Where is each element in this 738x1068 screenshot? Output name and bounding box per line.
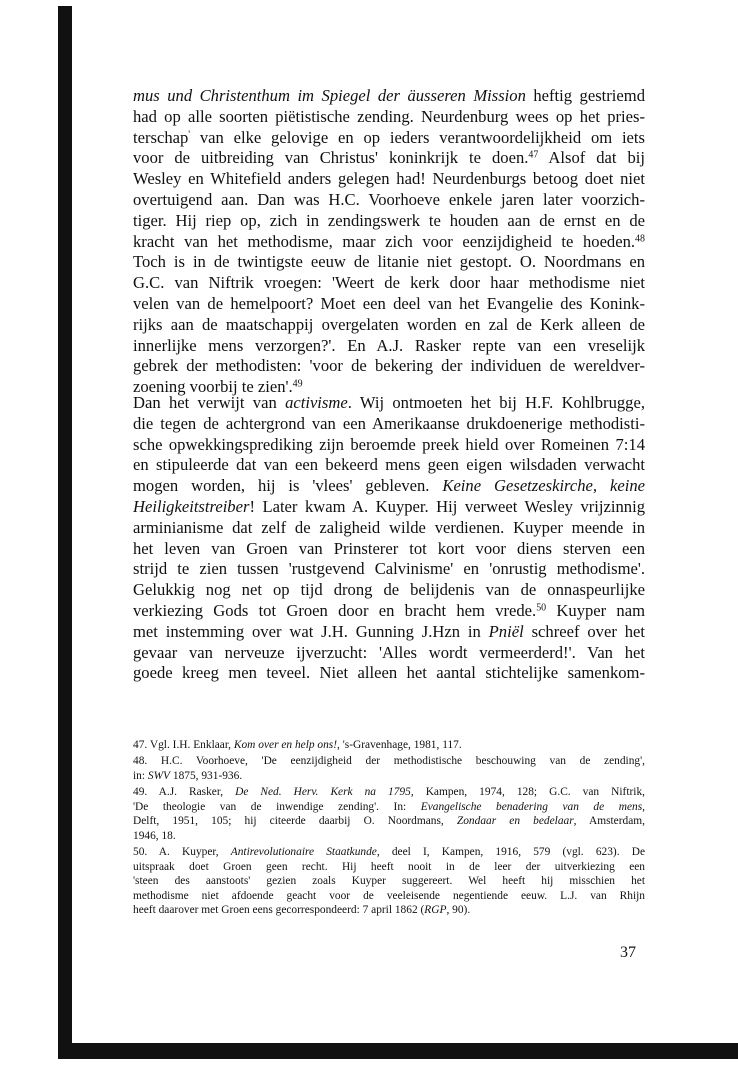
paragraph-activism	[133, 393, 645, 684]
scan-border-bottom	[58, 1043, 738, 1059]
paragraph-methodism-critique	[133, 86, 645, 398]
italic-text: Kom over en help ons!	[233, 739, 338, 751]
text-run: goede kreeg men teveel. Niet alleen het aantal stichtelijke samenkom-	[133, 663, 645, 683]
text-run: , Amsterdam,	[573, 815, 645, 828]
text-run: . Wij ontmoeten het bij H.F. Kohlbrugge,	[347, 393, 645, 412]
text-run: innerlijke mens verzorgen?'. En A.J. Rasker repte van een vreselijk	[133, 335, 645, 355]
text-line	[133, 829, 645, 844]
text-line	[133, 663, 645, 684]
text-run: heftig gestriemd	[525, 86, 645, 105]
text-line	[133, 754, 645, 769]
text-run: Dan het verwijt van	[133, 393, 286, 412]
text-run: ,	[642, 800, 645, 813]
italic-text: RGP	[424, 904, 447, 917]
text-line	[133, 273, 645, 294]
footnote-ref: 49	[292, 378, 303, 390]
italic-text: Zondaar en bedelaar	[456, 815, 574, 828]
italic-text: Keine Gesetzeskirche, keine	[442, 476, 645, 496]
text-line	[133, 559, 645, 580]
text-line	[133, 497, 645, 518]
text-line	[133, 874, 645, 889]
italic-text: De Ned. Herv. Kerk na 1795	[235, 785, 411, 798]
text-run: kracht van het methodisme, maar zich voor eenzijdigheid te hoeden.	[133, 231, 636, 251]
text-line	[133, 232, 645, 253]
text-run: had op alle soorten piëtistische zending. Neurdenburg wees op het pries-	[133, 106, 645, 126]
text-line	[133, 769, 645, 784]
text-run: 1875, 931-936.	[170, 769, 243, 782]
text-line	[133, 356, 645, 377]
text-line	[133, 169, 645, 190]
text-line	[133, 315, 645, 336]
text-run: 50. A. Kuyper,	[133, 845, 231, 858]
italic-text: activisme	[285, 393, 348, 412]
text-line	[133, 785, 645, 800]
text-run: tiger. Hij riep op, zich in zendingswerk te houden aan de ernst en de	[133, 210, 645, 230]
text-run: Gelukkig nog net op tijd drong de belijdenis van de onnaspeurlijke	[133, 580, 645, 600]
italic-text: Antirevolutionaire Staatkunde	[230, 845, 377, 858]
footnote-ref: 47	[528, 149, 539, 161]
footnotes	[133, 738, 645, 918]
text-run: Wesley en Whitefield anders gelegen had! Neurdenburgs betoog doet niet	[133, 169, 645, 189]
text-line	[133, 336, 645, 357]
footnote-ref: 50	[536, 602, 547, 614]
text-run: verkiezing Gods tot Groen door en bracht hem vrede.	[133, 600, 537, 620]
text-run: 1946, 18.	[133, 829, 176, 842]
text-line	[133, 86, 645, 107]
text-run: , 90).	[446, 904, 471, 917]
text-run: zoening voorbij te zien'.	[133, 377, 293, 397]
text-run: gebrek der methodisten: 'voor de bekering der individuen de wereldver-	[133, 356, 645, 376]
footnote-ref: 48	[635, 233, 645, 245]
text-run: sche opwekkingsprediking zijn beroemde preek hield over Romeinen 7:14	[133, 434, 645, 454]
text-line	[133, 414, 645, 435]
text-line	[133, 738, 645, 753]
text-line	[133, 107, 645, 128]
text-run: 48. H.C. Voorhoeve, 'De eenzijdigheid der methodistische beschouwing van de zending',	[133, 755, 645, 768]
italic-text: Pniël	[488, 621, 524, 641]
text-line	[133, 294, 645, 315]
italic-text: Heiligkeitstreiber	[133, 496, 250, 516]
text-run: velen van de hemelpoort? Moet een deel van het Evangelie des Konink-	[133, 293, 645, 313]
text-run: van elke gelovige en op ieders verantwoordelijkheid om iets	[190, 127, 645, 147]
text-run: heeft daarover met Groen eens gecorrespondeerd: 7 april 1862 (	[133, 904, 425, 917]
text-run: uitspraak doet Groen geen recht. Hij heeft nooit in de leer der uitverkiezing een	[133, 860, 645, 873]
text-run: met instemming over wat J.H. Gunning J.Hzn in	[133, 621, 489, 641]
text-run: 47. Vgl. I.H. Enklaar,	[133, 739, 234, 751]
text-line	[133, 539, 645, 560]
footnote	[133, 738, 645, 753]
text-line	[133, 190, 645, 211]
text-run: 'steen des aanstoots' gezien zoals Kuyper suggereert. Wel heeft hij misschien het	[133, 875, 645, 888]
text-run: , 's-Gravenhage, 1981, 117.	[337, 739, 462, 751]
page-number: 37	[620, 944, 636, 961]
text-line	[133, 903, 645, 918]
text-line	[133, 393, 645, 414]
text-run: Kuyper nam	[546, 600, 645, 620]
text-run: in:	[133, 769, 148, 782]
italic-text: SWV	[147, 769, 171, 782]
text-run: Delft, 1951, 105; hij citeerde daarbij O. Noordmans,	[133, 815, 457, 828]
text-run: die tegen de achtergrond van een Amerikaanse drukdoenerige methodisti-	[133, 413, 645, 433]
footnote	[133, 785, 645, 843]
text-run: Toch is in de twintigste eeuw de litanie niet gestopt. O. Noordmans en	[133, 252, 645, 272]
text-run: arminianisme dat zelf de zaligheid wilde verdienen. Kuyper meende in	[133, 517, 645, 537]
text-line	[133, 622, 645, 643]
text-line	[133, 128, 645, 149]
text-run: ! Later kwam A. Kuyper. Hij verweet Wesley vrijzinnig	[249, 496, 645, 516]
text-run: , deel I, Kampen, 1916, 579 (vgl. 623). De	[376, 845, 645, 858]
text-line	[133, 211, 645, 232]
text-line	[133, 601, 645, 622]
text-run: G.C. van Niftrik vroegen: 'Weert de kerk door haar methodisme niet	[133, 273, 645, 293]
text-line	[133, 860, 645, 875]
text-line	[133, 252, 645, 273]
text-line	[133, 800, 645, 815]
text-run: rijks aan de maatschappij overgelaten worden en zal de Kerk alleen de	[133, 314, 645, 334]
text-line	[133, 476, 645, 497]
text-line	[133, 889, 645, 904]
text-line	[133, 435, 645, 456]
text-run: mogen worden, hij is 'vlees' gebleven.	[133, 476, 443, 496]
footnote	[133, 845, 645, 918]
text-run: Alsof dat bij	[538, 148, 645, 168]
text-run: overtuigend aan. Dan was H.C. Voorhoeve enkele jaren later voorzich-	[133, 189, 645, 209]
text-run: 'De theologie van de inwendige zending'. In:	[133, 800, 421, 813]
text-run: , Kampen, 1974, 128; G.C. van Niftrik,	[410, 785, 645, 798]
text-line	[133, 455, 645, 476]
text-run: gevaar van nerveuze ijverzucht: 'Alles wordt vermeerderd!'. Van het	[133, 642, 645, 662]
italic-text: Evangelische benadering van de mens	[420, 800, 643, 813]
scan-border-left	[58, 6, 72, 1051]
footnote	[133, 754, 645, 783]
text-run: het leven van Groen van Prinsterer tot kort voor diens sterven een	[133, 538, 645, 558]
text-run: terschap	[133, 127, 189, 147]
text-run: 49. A.J. Rasker,	[133, 785, 236, 798]
text-line	[133, 580, 645, 601]
text-line	[133, 845, 645, 860]
text-line	[133, 814, 645, 829]
text-line	[133, 518, 645, 539]
text-line	[133, 148, 645, 169]
text-run: en stipuleerde dat van een bekeerd mens geen eigen wilsdaden verwacht	[133, 455, 645, 475]
text-run: voor de uitbreiding van Christus' koninkrijk te doen.	[133, 148, 529, 168]
text-run: strijd te zien tussen 'rustgevend Calvinisme' en 'onrustig methodisme'.	[133, 559, 645, 579]
text-run: schreef over het	[523, 621, 645, 641]
italic-text: mus und Christenthum im Spiegel der äusseren Mission	[133, 86, 526, 105]
text-line	[133, 643, 645, 664]
text-run: methodisme niet afdoende geacht voor de veeleisende negentiende eeuw. L.J. van Rhijn	[133, 889, 645, 902]
footnote-ref: '	[188, 129, 191, 141]
